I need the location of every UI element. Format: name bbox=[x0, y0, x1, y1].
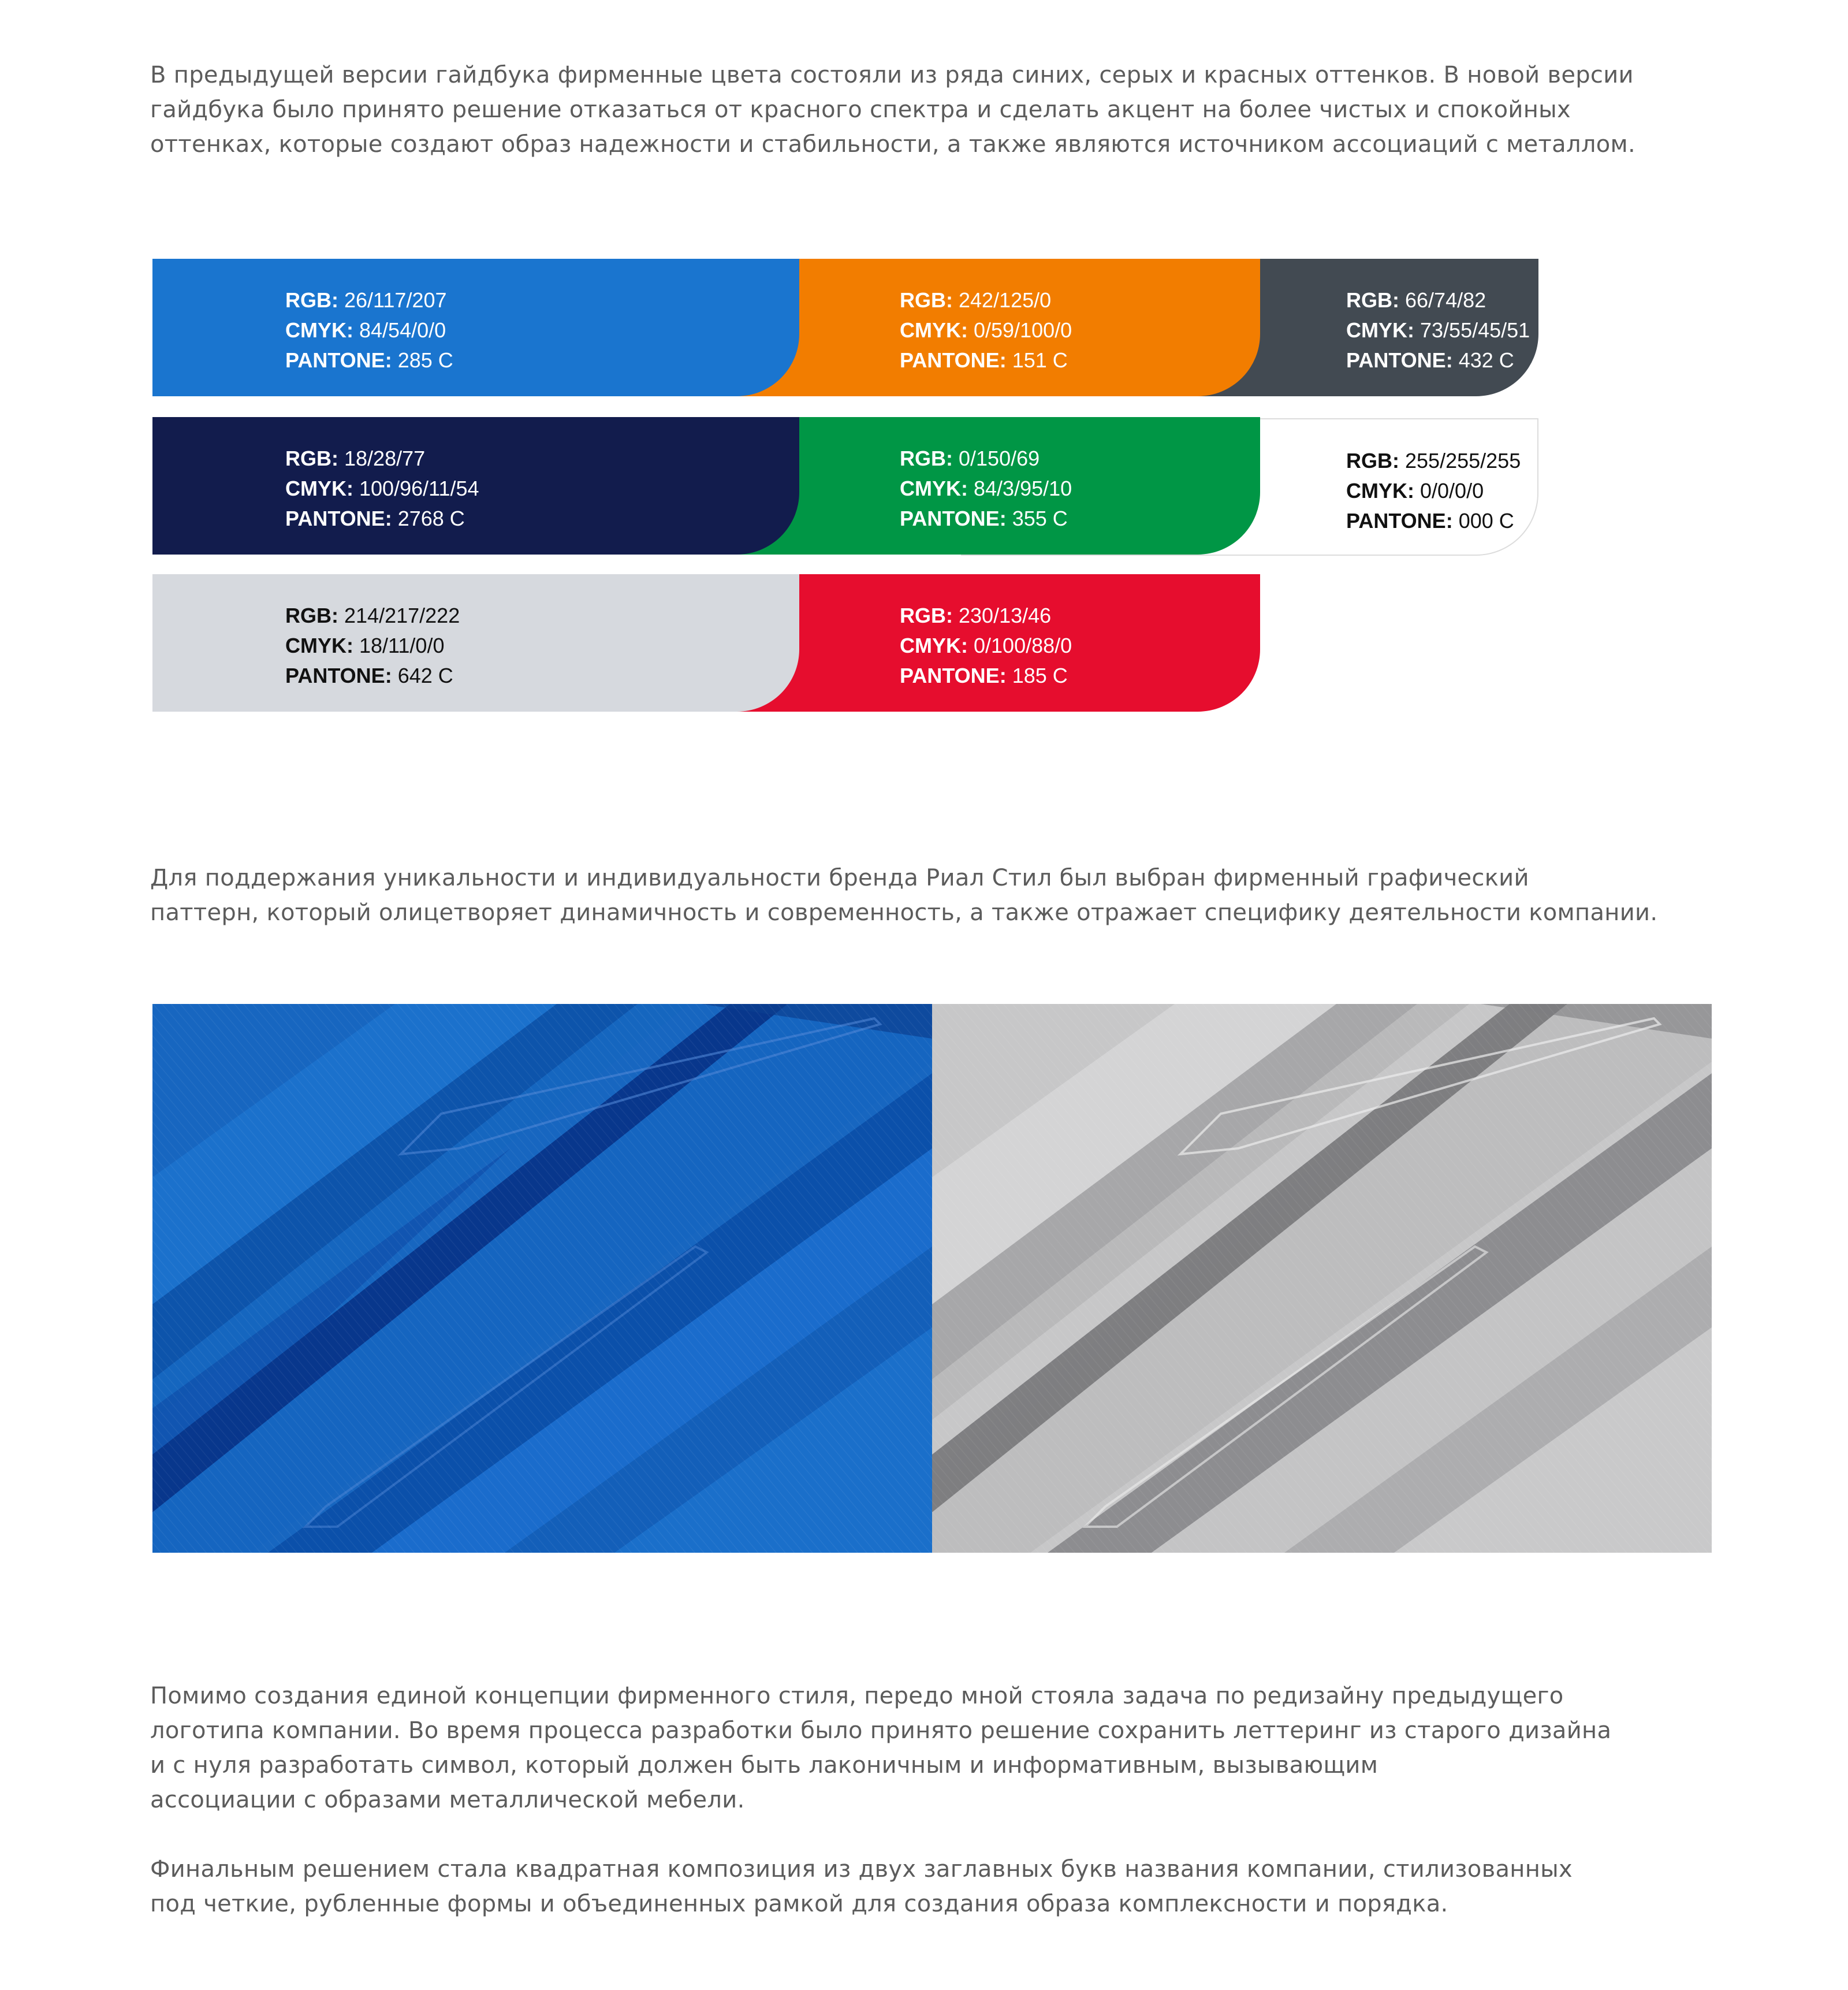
swatch-pantone: 185 C bbox=[1012, 664, 1068, 687]
swatch-cmyk: 73/55/45/51 bbox=[1420, 318, 1530, 342]
swatch-rgb: 18/28/77 bbox=[344, 447, 426, 470]
swatch-info: RGB: 214/217/222 CMYK: 18/11/0/0 PANTONE: 642 C bbox=[285, 604, 460, 687]
gray-pattern-panel bbox=[932, 1004, 1712, 1553]
swatch-info: RGB: 0/150/69 CMYK: 84/3/95/10 PANTONE: 355 C bbox=[900, 447, 1072, 530]
swatch-info: RGB: 242/125/0 CMYK: 0/59/100/0 PANTONE: 151 C bbox=[900, 288, 1072, 372]
swatch-rgb: 26/117/207 bbox=[344, 288, 447, 312]
swatch-light-gray bbox=[152, 574, 799, 712]
swatch-info: RGB: 66/74/82 CMYK: 73/55/45/51 PANTONE: 432 C bbox=[1346, 288, 1530, 372]
pattern-paragraph: Для поддержания уникальности и индивидуальности бренда Риал Стил был выбран фирменный графический паттерн, который олицетворяет динамичность и современность, а также отражает специфику деятельности компании. bbox=[150, 865, 1658, 926]
brand-color-swatches bbox=[152, 259, 1538, 713]
swatch-info: RGB: 26/117/207 CMYK: 84/54/0/0 PANTONE: 285 C bbox=[285, 288, 453, 372]
swatch-rgb: 242/125/0 bbox=[959, 288, 1052, 312]
swatch-cmyk: 0/100/88/0 bbox=[974, 634, 1072, 657]
swatch-pantone: 432 C bbox=[1458, 348, 1514, 372]
swatch-pantone: 355 C bbox=[1012, 507, 1068, 530]
swatch-info: RGB: 18/28/77 CMYK: 100/96/11/54 PANTONE: 2768 C bbox=[285, 447, 479, 530]
brand-pattern bbox=[152, 1004, 1712, 1553]
logo-paragraph-1: Помимо создания единой концепции фирменного стиля, передо мной стояла задача по редизайну предыдущего логотипа компании. Во время процесса разработки было принято решение сохранить леттеринг из старого дизайна и с нуля разработать символ, который должен быть лаконичным и информативным, вызывающим ассоциации с образами металлической мебели. bbox=[150, 1683, 1612, 1813]
swatch-pantone: 000 C bbox=[1458, 509, 1514, 533]
swatch-pantone: 151 C bbox=[1012, 348, 1068, 372]
logo-paragraph-2: Финальным решением стала квадратная композиция из двух заглавных букв названия компании, стилизованных под четкие, рубленные формы и объединенных рамкой для создания образа комплексности и порядка. bbox=[150, 1856, 1573, 1917]
swatch-blue bbox=[152, 259, 799, 396]
swatch-info: RGB: 230/13/46 CMYK: 0/100/88/0 PANTONE: 185 C bbox=[900, 604, 1072, 687]
swatch-pantone: 285 C bbox=[397, 348, 453, 372]
swatch-cmyk: 100/96/11/54 bbox=[359, 477, 479, 500]
swatch-info: RGB: 255/255/255 CMYK: 0/0/0/0 PANTONE: 000 C bbox=[1346, 449, 1521, 533]
swatch-rgb: 66/74/82 bbox=[1405, 288, 1486, 312]
swatch-pantone: 2768 C bbox=[397, 507, 465, 530]
swatch-rgb: 214/217/222 bbox=[344, 604, 460, 627]
swatch-rgb: 230/13/46 bbox=[959, 604, 1052, 627]
swatch-cmyk: 0/0/0/0 bbox=[1420, 479, 1484, 503]
intro-paragraph: В предыдущей версии гайдбука фирменные цвета состояли из ряда синих, серых и красных оттенков. В новой версии гайдбука было принято решение отказаться от красного спектра и сделать акцент на более чистых и спокойных оттенках, которые создают образ надежности и стабильности, а также являются источником ассоциаций с металлом. bbox=[150, 62, 1635, 158]
swatch-cmyk: 84/54/0/0 bbox=[359, 318, 446, 342]
swatch-rgb: 255/255/255 bbox=[1405, 449, 1521, 473]
swatch-navy bbox=[152, 417, 799, 555]
swatch-cmyk: 18/11/0/0 bbox=[359, 634, 445, 657]
swatch-cmyk: 84/3/95/10 bbox=[974, 477, 1072, 500]
swatch-pantone: 642 C bbox=[397, 664, 453, 687]
blue-pattern-panel bbox=[152, 1004, 932, 1553]
swatch-rgb: 0/150/69 bbox=[959, 447, 1040, 470]
swatch-cmyk: 0/59/100/0 bbox=[974, 318, 1072, 342]
